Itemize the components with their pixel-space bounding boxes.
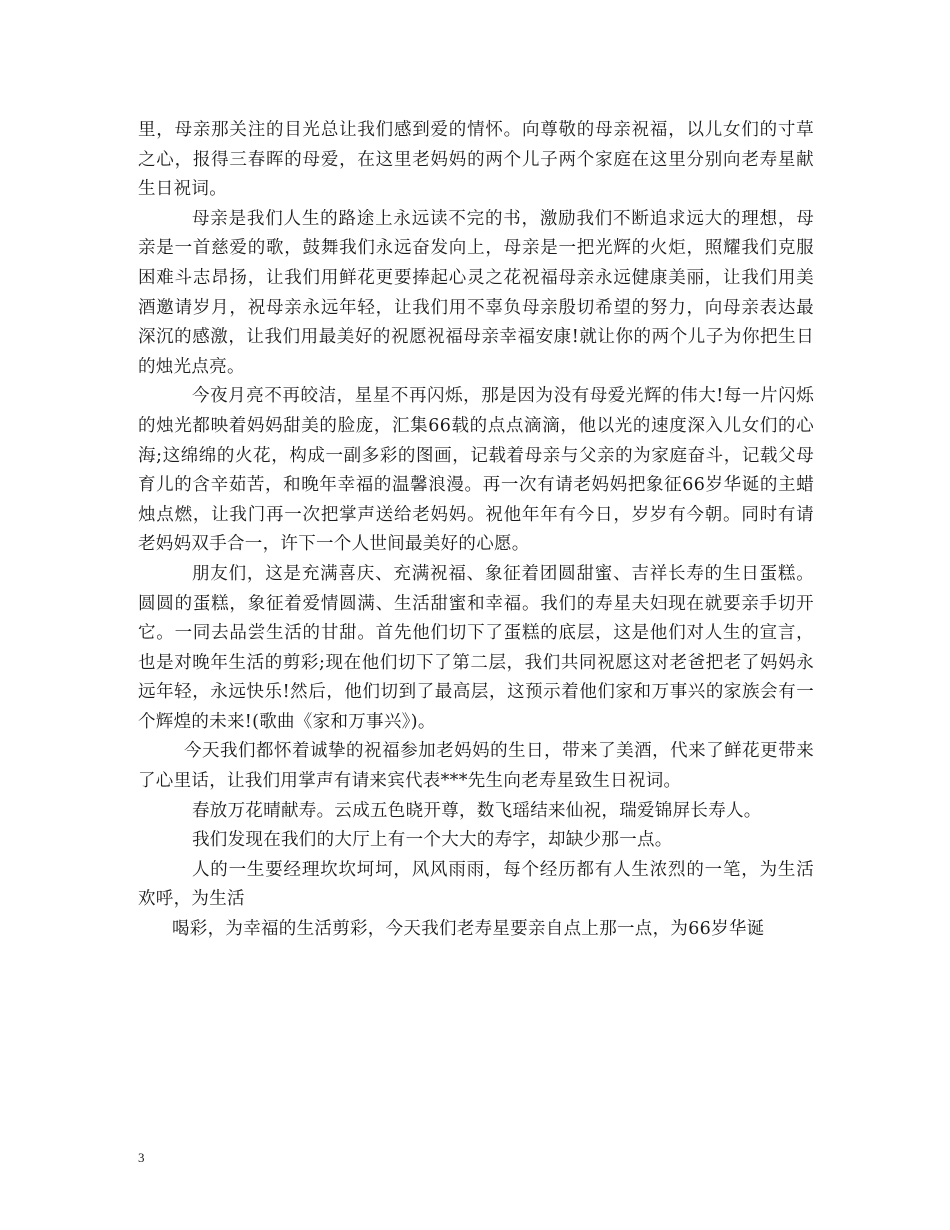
paragraph-mother-book: 母亲是我们人生的路途上永远读不完的书，激励我们不断追求远大的理想，母亲是一首慈爱的歌，鼓舞我们永远奋发向上，母亲是一把光辉的火炬，照耀我们克服困难斗志昂扬，让我们用鲜花更要捧起心灵之花祝福母亲永远健康美丽，让我们用美酒邀请岁月，祝母亲永远年轻，让我们用不辜负母亲殷切希望的努力，向母亲表达最深沉的感激，让我们用最美好的祝愿祝福母亲幸福安康!就让你的两个儿子为你把生日的烛光点亮。 [138,208,814,377]
paragraph-poem: 春放万花晴献寿。云成五色晓开尊，数飞瑶结来仙祝，瑞爱锦屏长寿人。 [192,800,762,821]
paragraph-continuation: 里，母亲那关注的目光总让我们感到爱的情怀。向尊敬的母亲祝福，以儿女们的寸草之心，报得三春晖的母爱，在这里老妈妈的两个儿子两个家庭在这里分别向老寿星献生日祝词。 [138,120,814,200]
page-number: 3 [138,1150,145,1165]
paragraph-moonlight: 今夜月亮不再皎洁，星星不再闪烁，那是因为没有母爱光辉的伟大!每一片闪烁的烛光都映着妈妈甜美的脸庞，汇集66载的点点滴滴，他以光的速度深入儿女们的心海;这绵绵的火花，构成一副多彩的图画，记载着母亲与父亲的为家庭奋斗，记载父母育儿的含辛茹苦，和晚年幸福的温馨浪漫。再一次有请老妈妈把象征66岁华诞的主蜡烛点燃，让我门再一次把掌声送给老妈妈。祝他年年有今日，岁岁有今朝。同时有请老妈妈双手合一，许下一个人世间最美好的心愿。 [138,386,814,555]
document-body [138,116,814,945]
paragraph-guest-speech: 今天我们都怀着诚挚的祝福参加老妈妈的生日，带来了美酒，代来了鲜花更带来了心里话，让我们用掌声有请来宾代表***先生向老寿星致生日祝词。 [138,741,814,792]
paragraph-life-journey: 人的一生要经理坎坎坷坷，风风雨雨，每个经历都有人生浓烈的一笔，为生活欢呼，为生活 [138,859,814,910]
paragraph-cheer: 喝彩，为幸福的生活剪彩，今天我们老寿星要亲自点上那一点，为66岁华诞 [172,919,765,940]
paragraph-birthday-cake: 朋友们，这是充满喜庆、充满祝福、象征着团圆甜蜜、吉祥长寿的生日蛋糕。圆圆的蛋糕，象征着爱情圆满、生活甜蜜和幸福。我们的寿星夫妇现在就要亲手切开它。一同去品尝生活的甘甜。首先他们切下了蛋糕的底层，这是他们对人生的宣言，也是对晚年生活的剪彩;现在他们切下了第二层，我们共同祝愿这对老爸把老了妈妈永远年轻，永远快乐!然后，他们切到了最高层，这预示着他们家和万事兴的家族会有一个辉煌的未来!(歌曲《家和万事兴》)。 [138,563,814,732]
paragraph-longevity-character: 我们发现在我们的大厅上有一个大大的寿字，却缺少那一点。 [192,830,673,851]
